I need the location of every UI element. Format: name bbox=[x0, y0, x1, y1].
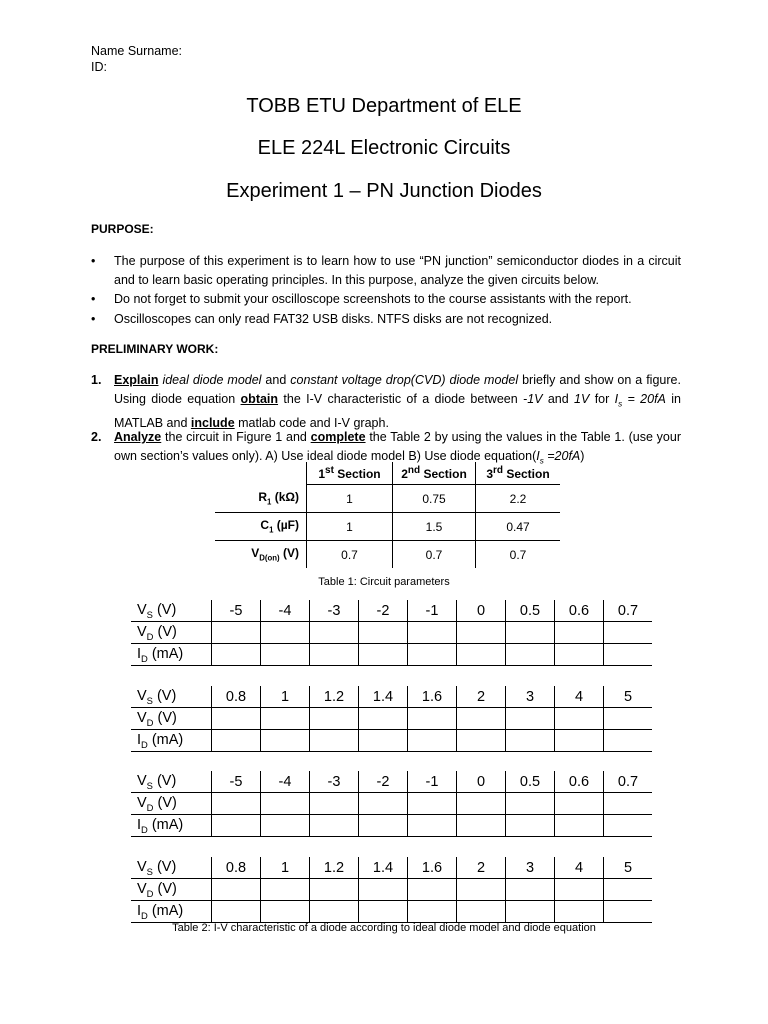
blank-cell bbox=[212, 793, 261, 815]
blank-cell bbox=[261, 879, 310, 901]
blank-cell bbox=[212, 730, 261, 752]
blank-cell bbox=[457, 879, 506, 901]
item-text: Analyze the circuit in Figure 1 and complete the Table 2 by using the values in the Table 1. (use your own section’s values only). A) Use ideal diode model B) Use diode $equation(I_s =20fA)$ bbox=[114, 430, 681, 465]
table-cell: 1.5 bbox=[393, 513, 476, 541]
blank-cell bbox=[506, 901, 555, 923]
purpose-bullet-text: Do not forget to submit your oscilloscope screenshots to the course assistants with the report. bbox=[114, 292, 632, 306]
purpose-bullet-2 bbox=[91, 290, 681, 309]
blank-cell bbox=[408, 879, 457, 901]
blank-cell bbox=[604, 879, 653, 901]
row-label: $V_S$ (V) bbox=[131, 857, 212, 879]
id-label: ID: bbox=[91, 60, 107, 74]
vs-value-cell: -5 bbox=[212, 771, 261, 793]
blank-cell bbox=[604, 730, 653, 752]
blank-cell bbox=[310, 730, 359, 752]
blank-cell bbox=[457, 793, 506, 815]
explain-word: Explain bbox=[114, 373, 159, 387]
blank-cell bbox=[555, 730, 604, 752]
vs-value-cell: 0.5 bbox=[506, 771, 555, 793]
blank-cell bbox=[212, 879, 261, 901]
circuit-parameters-table bbox=[215, 462, 560, 568]
vs-value-cell: 3 bbox=[506, 686, 555, 708]
vs-value-cell: 0.7 bbox=[604, 771, 653, 793]
table-cell: 0.47 bbox=[476, 513, 561, 541]
blank-cell bbox=[261, 708, 310, 730]
row-label: $C_1$ (µF) bbox=[215, 513, 307, 541]
table-row bbox=[131, 879, 652, 901]
blank-cell bbox=[604, 708, 653, 730]
blank-cell bbox=[555, 879, 604, 901]
vs-value-cell: 4 bbox=[555, 686, 604, 708]
include-word: include bbox=[190, 415, 235, 430]
vs-value-cell: 1 bbox=[261, 857, 310, 879]
row-label: $R_1$ (kΩ) bbox=[215, 485, 307, 513]
row-label: $V_D$ (V) bbox=[131, 622, 212, 644]
table-row bbox=[215, 541, 560, 569]
table-row bbox=[131, 622, 652, 644]
vs-value-cell: -1 bbox=[408, 771, 457, 793]
name-surname-label: Name Surname: bbox=[91, 44, 183, 58]
table-cell: 0.7 bbox=[509, 547, 527, 562]
blank-cell bbox=[457, 708, 506, 730]
complete-word: complete bbox=[310, 430, 366, 444]
table-row bbox=[131, 730, 652, 752]
table-row bbox=[131, 901, 652, 923]
vs-value-cell: 2 bbox=[457, 686, 506, 708]
blank-cell bbox=[359, 708, 408, 730]
vs-value-cell: 0 bbox=[457, 600, 506, 622]
blank-cell bbox=[506, 730, 555, 752]
blank-cell bbox=[212, 644, 261, 666]
row-label: $I_D$ (mA) bbox=[131, 815, 212, 837]
row-label: $V_D$ (V) bbox=[131, 879, 212, 901]
row-label: $V_D$ (V) bbox=[131, 793, 212, 815]
blank-cell bbox=[457, 644, 506, 666]
blank-cell bbox=[408, 622, 457, 644]
blank-cell bbox=[261, 901, 310, 923]
blank-cell bbox=[408, 644, 457, 666]
blank-cell bbox=[310, 879, 359, 901]
blank-cell bbox=[261, 644, 310, 666]
blank-cell bbox=[310, 708, 359, 730]
blank-cell bbox=[212, 622, 261, 644]
analyze-word: Analyze bbox=[114, 430, 162, 444]
table-row bbox=[131, 857, 652, 879]
vs-value-cell: 0.5 bbox=[506, 600, 555, 622]
blank-cell bbox=[555, 622, 604, 644]
iv-table-1 bbox=[131, 600, 652, 666]
bullet-icon: • bbox=[91, 312, 96, 326]
blank-cell bbox=[408, 815, 457, 837]
iv-table-4 bbox=[131, 857, 652, 923]
blank-cell bbox=[604, 815, 653, 837]
blank-cell bbox=[261, 622, 310, 644]
vs-value-cell: 4 bbox=[555, 857, 604, 879]
blank-cell bbox=[457, 815, 506, 837]
row-label: $V_{D(on)}$ (V) bbox=[215, 541, 307, 569]
table-row bbox=[131, 815, 652, 837]
vs-value-cell: 1.2 bbox=[310, 857, 359, 879]
blank-cell bbox=[457, 622, 506, 644]
blank-cell bbox=[408, 793, 457, 815]
table-row bbox=[131, 644, 652, 666]
blank-cell bbox=[212, 708, 261, 730]
purpose-bullet-1 bbox=[91, 252, 681, 290]
vs-value-cell: -1 bbox=[408, 600, 457, 622]
row-label: $I_D$ (mA) bbox=[131, 644, 212, 666]
vs-value-cell: 1.4 bbox=[359, 686, 408, 708]
table-cell: 2.2 bbox=[476, 485, 561, 513]
row-label: $I_D$ (mA) bbox=[131, 730, 212, 752]
blank-cell bbox=[506, 815, 555, 837]
experiment-title: Experiment 1 – PN Junction Diodes bbox=[226, 180, 542, 202]
vs-value-cell: 3 bbox=[506, 857, 555, 879]
vs-value-cell: 2 bbox=[457, 857, 506, 879]
vs-value-cell: 5 bbox=[604, 857, 653, 879]
vs-value-cell: 5 bbox=[604, 686, 653, 708]
table-row bbox=[215, 485, 560, 513]
blank-cell bbox=[261, 815, 310, 837]
blank-cell bbox=[359, 901, 408, 923]
item-number: 1. bbox=[91, 373, 102, 387]
blank-cell bbox=[310, 644, 359, 666]
vs-value-cell: -2 bbox=[359, 600, 408, 622]
vs-value-cell: 1.4 bbox=[359, 857, 408, 879]
blank-cell bbox=[457, 901, 506, 923]
blank-cell bbox=[359, 815, 408, 837]
blank-cell bbox=[604, 622, 653, 644]
blank-cell bbox=[212, 815, 261, 837]
blank-cell bbox=[310, 901, 359, 923]
purpose-bullet-text: Oscilloscopes can only read FAT32 USB disks. NTFS disks are not recognized. bbox=[114, 312, 553, 326]
preliminary-heading: PRELIMINARY WORK: bbox=[91, 342, 219, 356]
purpose-heading: PURPOSE: bbox=[91, 222, 154, 236]
blank-cell bbox=[408, 708, 457, 730]
blank-cell bbox=[261, 730, 310, 752]
blank-cell bbox=[604, 901, 653, 923]
table2-caption: Table 2: I-V characteristic of a diode according to ideal diode model and diode equation bbox=[172, 922, 596, 934]
department-title: TOBB ETU Department of ELE bbox=[246, 95, 522, 117]
blank-cell bbox=[359, 879, 408, 901]
table-row bbox=[131, 600, 652, 622]
section-2-header: 2nd Section bbox=[393, 462, 476, 485]
blank-cell bbox=[506, 622, 555, 644]
preliminary-item-1 bbox=[91, 371, 681, 432]
bullet-icon: • bbox=[91, 254, 96, 268]
vs-value-cell: 0.6 bbox=[555, 771, 604, 793]
vs-value-cell: 0.8 bbox=[212, 857, 261, 879]
table-cell: 1 bbox=[307, 513, 393, 541]
blank-cell bbox=[555, 708, 604, 730]
blank-cell bbox=[359, 730, 408, 752]
blank-cell bbox=[506, 793, 555, 815]
blank-cell bbox=[310, 622, 359, 644]
row-label: $V_S$ (V) bbox=[131, 686, 212, 708]
table-cell: 0.7 bbox=[307, 541, 393, 569]
vs-value-cell: 1.6 bbox=[408, 857, 457, 879]
blank-cell bbox=[359, 793, 408, 815]
section-1-header: 1st Section bbox=[307, 462, 393, 485]
blank-cell bbox=[506, 644, 555, 666]
vs-value-cell: -2 bbox=[359, 771, 408, 793]
obtain-word: obtain bbox=[240, 391, 279, 406]
vs-value-cell: 0.7 bbox=[604, 600, 653, 622]
vs-value-cell: 1.6 bbox=[408, 686, 457, 708]
blank-cell bbox=[359, 622, 408, 644]
row-label: $V_S$ (V) bbox=[131, 600, 212, 622]
table-row bbox=[131, 708, 652, 730]
item-text: Explain ideal diode model and constant voltage drop(CVD) diode model briefly and show on a figure. Using diode equation obtain the I-V characteristic of a diode between -1V and 1V for $I_s = 20fA$ in MATLAB and include matlab code and I-V graph. bbox=[114, 373, 681, 430]
table-row bbox=[131, 793, 652, 815]
row-label: $I_D$ (mA) bbox=[131, 901, 212, 923]
vs-value-cell: -3 bbox=[310, 771, 359, 793]
blank-cell bbox=[555, 901, 604, 923]
vs-value-cell: 1 bbox=[261, 686, 310, 708]
blank-cell bbox=[310, 815, 359, 837]
blank-cell bbox=[261, 793, 310, 815]
blank-cell bbox=[408, 901, 457, 923]
blank-cell bbox=[555, 815, 604, 837]
purpose-bullet-text: The purpose of this experiment is to learn how to use “PN junction” semiconductor diodes in a circuit and to learn basic operating principles. In this purpose, analyze the given circuits below. bbox=[114, 254, 681, 287]
section-3-header: 3rd Section bbox=[476, 462, 561, 485]
vs-value-cell: -4 bbox=[261, 600, 310, 622]
table-cell: 0.75 bbox=[393, 485, 476, 513]
iv-table-2 bbox=[131, 686, 652, 752]
blank-cell bbox=[457, 730, 506, 752]
table-cell: 1 bbox=[307, 485, 393, 513]
blank-cell bbox=[506, 708, 555, 730]
table-row bbox=[131, 686, 652, 708]
purpose-bullet-3 bbox=[91, 310, 681, 329]
blank-cell bbox=[604, 644, 653, 666]
blank-cell bbox=[506, 879, 555, 901]
iv-table-3 bbox=[131, 771, 652, 837]
item-number: 2. bbox=[91, 430, 102, 444]
vs-value-cell: 0.8 bbox=[212, 686, 261, 708]
blank-cell bbox=[604, 793, 653, 815]
vs-value-cell: 0.6 bbox=[555, 600, 604, 622]
bullet-icon: • bbox=[91, 292, 96, 306]
table1-caption: Table 1: Circuit parameters bbox=[318, 576, 450, 588]
course-title: ELE 224L Electronic Circuits bbox=[257, 137, 511, 159]
vs-value-cell: 0 bbox=[457, 771, 506, 793]
table-row bbox=[131, 771, 652, 793]
row-label: $V_D$ (V) bbox=[131, 708, 212, 730]
blank-cell bbox=[359, 644, 408, 666]
blank-cell bbox=[310, 793, 359, 815]
blank-cell bbox=[555, 644, 604, 666]
blank-cell bbox=[555, 793, 604, 815]
vs-value-cell: -4 bbox=[261, 771, 310, 793]
blank-cell bbox=[408, 730, 457, 752]
table-header-row bbox=[215, 462, 560, 485]
table-row bbox=[215, 513, 560, 541]
row-label: $V_S$ (V) bbox=[131, 771, 212, 793]
table-cell: 0.7 bbox=[393, 541, 476, 569]
blank-cell bbox=[212, 901, 261, 923]
vs-value-cell: 1.2 bbox=[310, 686, 359, 708]
vs-value-cell: -3 bbox=[310, 600, 359, 622]
vs-value-cell: -5 bbox=[212, 600, 261, 622]
